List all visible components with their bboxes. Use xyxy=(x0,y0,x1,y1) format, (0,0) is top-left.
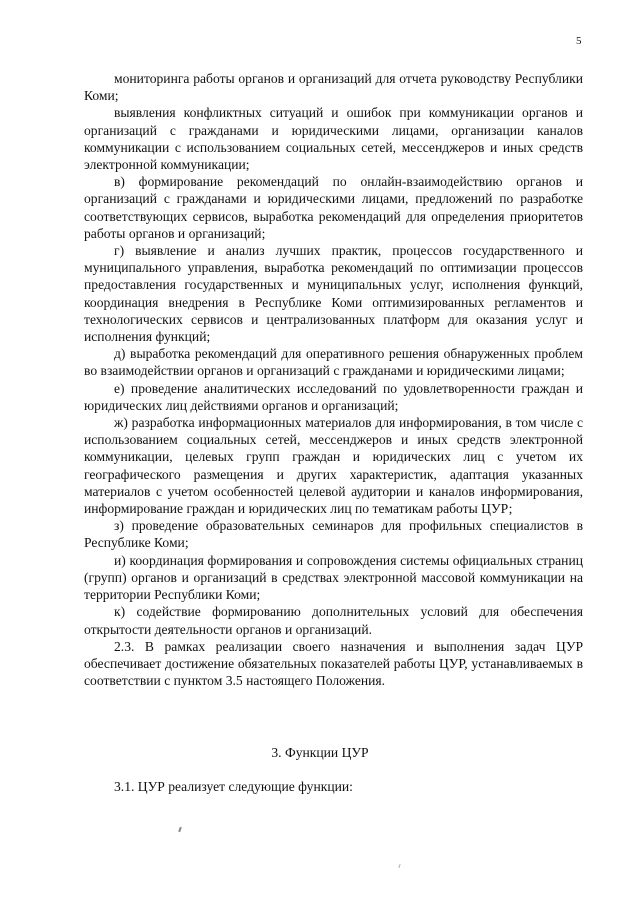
paragraph-item-z: з) проведение образовательных семинаров для профильных специалистов в Республике Коми; xyxy=(84,518,583,551)
section-heading: 3. Функции ЦУР xyxy=(271,745,369,760)
page-number: 5 xyxy=(576,35,582,47)
document-body xyxy=(84,70,583,689)
paragraph-2-3: 2.3. В рамках реализации своего назначения и выполнения задач ЦУР обеспечивает достижение обязательных показателей работы ЦУР, устанавливаемых в соответствии с пунктом 3.5 настоящего Положения. xyxy=(84,638,583,689)
paragraph-item-i: и) координация формирования и сопровождения системы официальных страниц (групп) органов и организаций в средствах электронной массовой коммуникации на территории Республики Коми; xyxy=(84,552,583,603)
paragraph-monitoring: мониторинга работы органов и организаций для отчета руководству Республики Коми; xyxy=(84,71,583,104)
paragraph-item-d: д) выработка рекомендаций для оперативного решения обнаруженных проблем во взаимодействии органов и организаций с гражданами и юридическими лицами; xyxy=(84,346,583,379)
paragraph-item-zh: ж) разработка информационных материалов для информирования, в том числе с использованием социальных сетей, мессенджеров и иных средств электронной коммуникации, целевых групп граждан и юридических лиц с учетом их географического размещения и других характеристик, адаптация указанных материалов с учетом особенностей целевой аудитории и каналов информирования, информирование граждан и юридических лиц по тематикам работы ЦУР; xyxy=(84,415,583,517)
scan-speck xyxy=(178,827,182,832)
paragraph-item-e: е) проведение аналитических исследований по удовлетворенности граждан и юридических лиц действиями органов и организаций; xyxy=(84,380,583,413)
paragraph-item-k: к) содействие формированию дополнительных условий для обеспечения открытости деятельности органов и организаций. xyxy=(84,604,583,637)
paragraph-conflicts: выявления конфликтных ситуаций и ошибок при коммуникации органов и организаций с гражданами и юридическими лицами, организации каналов коммуникации с использованием социальных сетей, мессенджеров и иных средств электронной коммуникации; xyxy=(84,105,583,173)
scan-speck xyxy=(398,864,400,868)
paragraph-item-v: в) формирование рекомендаций по онлайн-взаимодействию органов и организаций с гражданами и юридическими лицами, предложений по разработке соответствующих сервисов, выработка рекомендаций для определения приоритетов работы органов и организаций; xyxy=(84,174,583,241)
functions-intro: 3.1. ЦУР реализует следующие функции: xyxy=(114,779,353,794)
paragraph-item-g: г) выявление и анализ лучших практик, процессов государственного и муниципального управления, выработка рекомендаций по оптимизации процессов предоставления государственных и муниципальных услуг, исполнения функций, координация внедрения в Республике Коми оптимизированных регламентов и технологических сервисов и централизованных платформ для оказания услуг и исполнения функций; xyxy=(84,243,583,345)
